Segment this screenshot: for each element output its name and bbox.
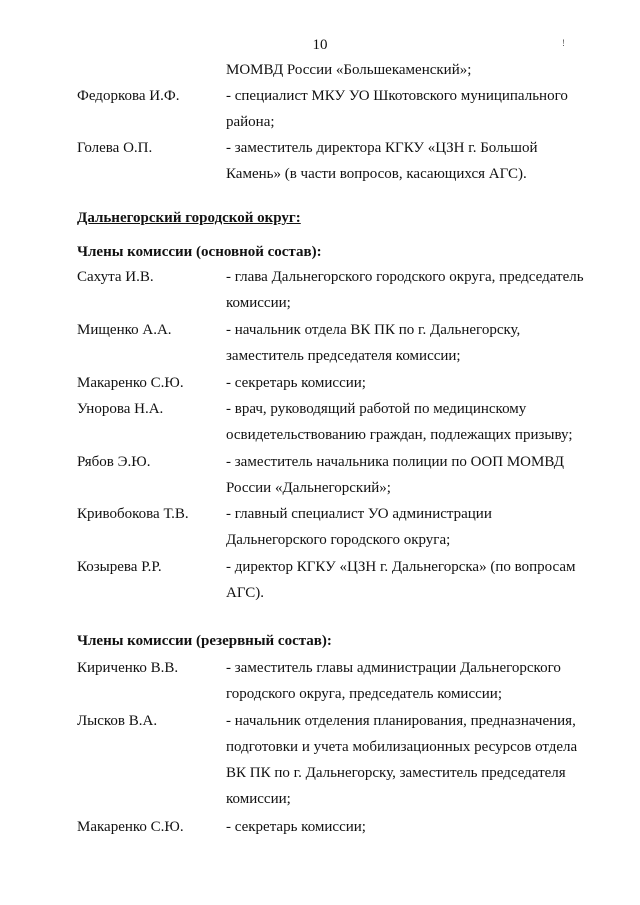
member-role-line: подготовки и учета мобилизационных ресурсов отдела bbox=[226, 739, 578, 755]
district-title: Дальнегорский городской округ: bbox=[77, 210, 301, 226]
member-role-line: - врач, руководящий работой по медицинскому bbox=[226, 401, 527, 417]
member-name: Макаренко С.Ю. bbox=[77, 375, 184, 391]
member-role-line: - глава Дальнегорского городского округа, председатель bbox=[226, 269, 584, 285]
member-role-line: - заместитель директора КГКУ «ЦЗН г. Большой bbox=[226, 140, 538, 156]
member-name: Козырева Р.Р. bbox=[77, 559, 162, 575]
member-role-line: городского округа, председатель комиссии; bbox=[226, 686, 502, 702]
section-heading-main: Члены комиссии (основной состав): bbox=[77, 244, 322, 260]
continuation-line: МОМВД России «Большекаменский»; bbox=[226, 62, 472, 78]
member-name: Кириченко В.В. bbox=[77, 660, 179, 676]
member-role-line: ВК ПК по г. Дальнегорску, заместитель председателя bbox=[226, 765, 566, 781]
member-role-line: комиссии; bbox=[226, 295, 291, 311]
member-role-line: - главный специалист УО администрации bbox=[226, 506, 492, 522]
member-role-line: АГС). bbox=[226, 585, 265, 601]
member-name: Унорова Н.А. bbox=[77, 401, 164, 417]
member-role-line: - заместитель начальника полиции по ООП МОМВД bbox=[226, 454, 565, 470]
member-role-line: - директор КГКУ «ЦЗН г. Дальнегорска» (по вопросам bbox=[226, 559, 576, 575]
member-role-line: - заместитель главы администрации Дальнегорского bbox=[226, 660, 561, 676]
member-role-line: России «Дальнегорский»; bbox=[226, 480, 391, 496]
member-role-line: - специалист МКУ УО Шкотовского муниципального bbox=[226, 88, 568, 104]
member-role-line: освидетельствованию граждан, подлежащих призыву; bbox=[226, 427, 573, 443]
member-role-line: Дальнегорского городского округа; bbox=[226, 532, 451, 548]
member-role-line: - начальник отдела ВК ПК по г. Дальнегорску, bbox=[226, 322, 521, 338]
member-name: Макаренко С.Ю. bbox=[77, 819, 184, 835]
corner-mark: ! bbox=[562, 38, 565, 48]
member-name: Кривобокова Т.В. bbox=[77, 506, 189, 522]
member-name: Мищенко А.А. bbox=[77, 322, 172, 338]
member-role-line: Камень» (в части вопросов, касающихся АГС). bbox=[226, 166, 527, 182]
member-role-line: - начальник отделения планирования, предназначения, bbox=[226, 713, 576, 729]
member-role-line: заместитель председателя комиссии; bbox=[226, 348, 461, 364]
member-name: Голева О.П. bbox=[77, 140, 153, 156]
member-name: Лысков В.А. bbox=[77, 713, 158, 729]
member-role-line: района; bbox=[226, 114, 275, 130]
section-heading-reserve: Члены комиссии (резервный состав): bbox=[77, 633, 332, 649]
member-name: Рябов Э.Ю. bbox=[77, 454, 151, 470]
member-role-line: - секретарь комиссии; bbox=[226, 375, 366, 391]
member-name: Сахута И.В. bbox=[77, 269, 154, 285]
member-role-line: - секретарь комиссии; bbox=[226, 819, 366, 835]
page-number: 10 bbox=[312, 37, 328, 53]
member-name: Федоркова И.Ф. bbox=[77, 88, 180, 104]
member-role-line: комиссии; bbox=[226, 791, 291, 807]
